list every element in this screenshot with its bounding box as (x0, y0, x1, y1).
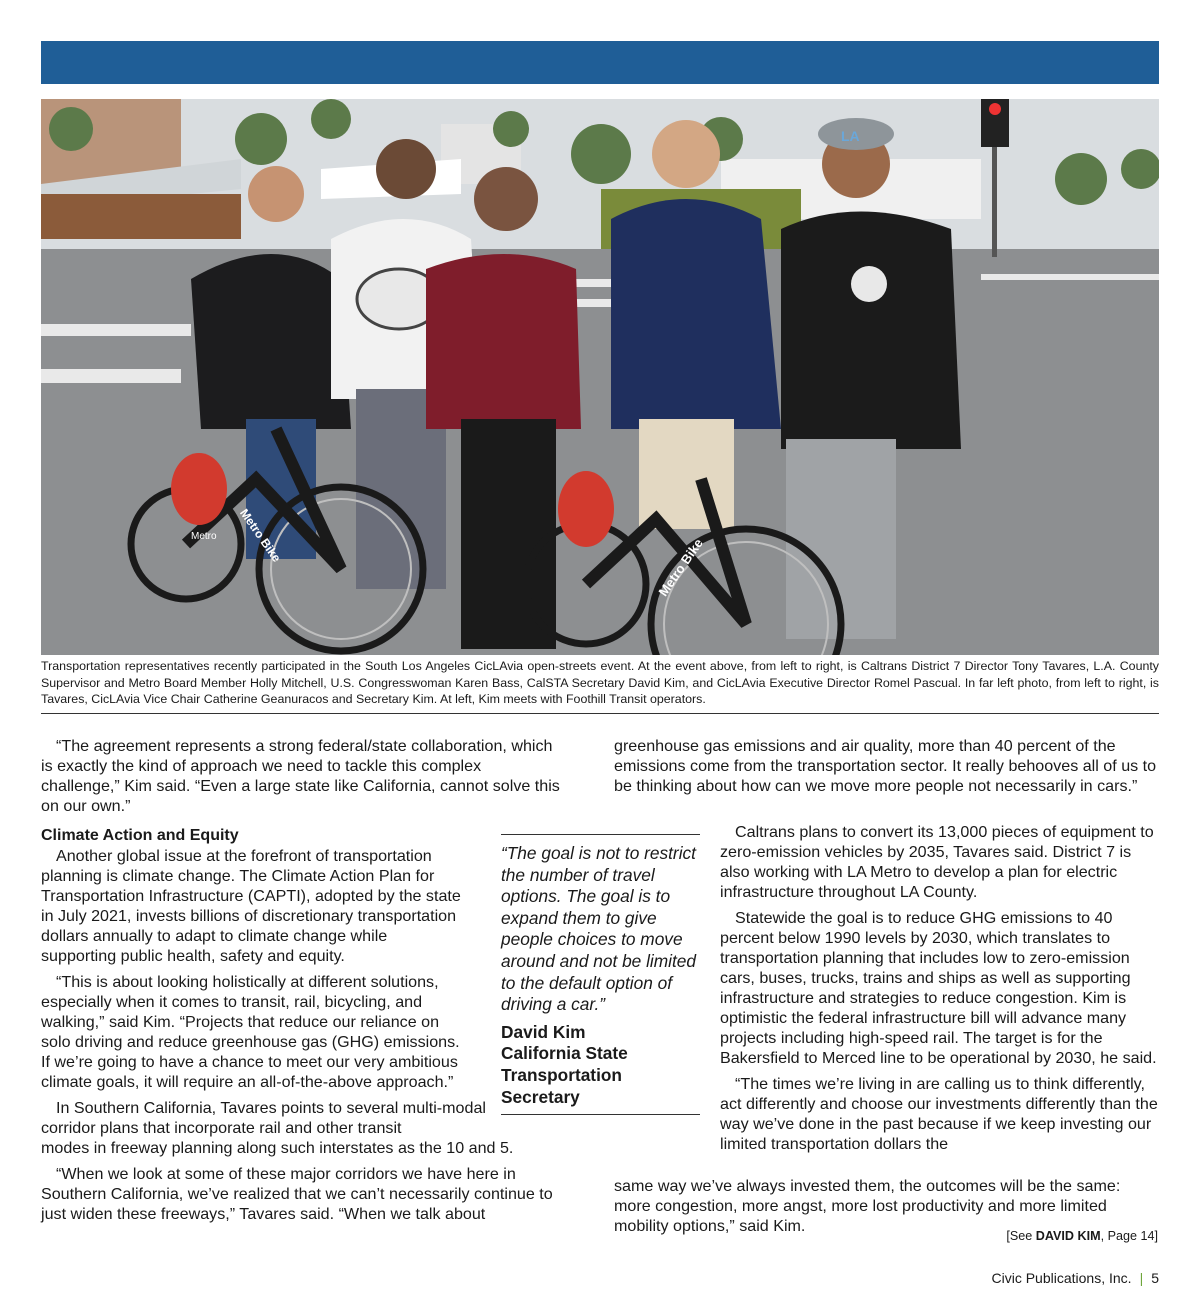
bike-logo-1: Metro (191, 531, 217, 542)
photo-caption: Transportation representatives recently participated in the South Los Angeles CicLAvia open-streets event. At the event above, from left to right, is Caltrans District 7 Director Tony Tavares, L.A. County Supervisor and Metro Board Member Holly Mitchell, U.S. Congresswoman Karen Bass, CalSTA Secretary David Kim, and CicLAvia Executive Director Romel Pascual. In far left photo, from left to right, is Tavares, CicLAvia Vice Chair Catherine Geanuracos and Secretary Kim. At left, Kim meets with Foothill Transit operators. (41, 659, 1159, 707)
attribution-title-line: California State (501, 1043, 628, 1064)
pull-quote (501, 834, 700, 1115)
pull-quote-bottom-rule (501, 1114, 700, 1115)
continued-reference-name: DAVID KIM (1035, 1229, 1101, 1243)
paragraph-continued: same way we’ve always invested them, the outcomes will be the same: more congestion, more angst, more lost productivity and more limited mobility options,” said Kim. (614, 1177, 1121, 1235)
paragraph: “When we look at some of these major corridors we have here in Southern California, we’ve realized that we can’t necessarily continue to just widen these freeways,” Tavares said. “When we talk about (41, 1165, 553, 1223)
paragraph: Another global issue at the forefront of transportation planning is climate change. The Climate Action Plan for Transportation Infrastructure (CAPTI), adopted by the state in July 2021, invests billions of discretionary transportation dollars annually to adapt to climate change while supporting public health, safety and equity. (41, 847, 461, 965)
publisher-name: Civic Publications, Inc. (991, 1270, 1132, 1286)
caption-divider (41, 713, 1159, 714)
paragraph: Caltrans plans to convert its 13,000 pieces of equipment to zero-emission vehicles by 2035, Tavares said. District 7 is also working with LA Metro to develop a plan for electric infrastructure throughout LA County. (720, 823, 1154, 901)
cap-logo-text: LA (841, 128, 860, 144)
attribution-title-line: Secretary (501, 1086, 580, 1107)
article-column-1 (41, 736, 563, 1230)
paragraph: “The times we’re living in are calling us to think differently, act differently and choose our investments differently than the way we’ve done in the past because if we keep investing our limited transportation dollars the (720, 1075, 1158, 1153)
continued-reference[interactable]: [See DAVID KIM, Page 14] (1006, 1229, 1158, 1243)
pull-quote-text: “The goal is not to restrict the number of travel options. The goal is to expand them to give people choices to move around and not be limited to the default option of driving a car.” (501, 843, 697, 1015)
bike-label-2: Metro Bike (655, 535, 706, 599)
page-number: 5 (1151, 1270, 1159, 1286)
article-column-2-top (614, 736, 1159, 802)
paragraph-continued: modes in freeway planning along such interstates as the 10 and 5. (41, 1139, 514, 1157)
article-column-3 (720, 822, 1160, 1154)
paragraph: “This is about looking holistically at different solutions, especially when it comes to transit, rail, bicycling, and walking,” said Kim. “Projects that reduce our reliance on solo driving and reduce greenhouse gas (GHG) emissions. If we’re going to have a chance to meet our very ambitious climate goals, it will require an all-of-the-above approach.” (41, 973, 460, 1091)
paragraph-continued: greenhouse gas emissions and air quality, more than 40 percent of the emissions come from the transportation sector. It really behooves all of us to be thinking about how can we move more people not necessarily in cars.” (614, 737, 1157, 795)
section-heading: Climate Action and Equity (41, 827, 239, 844)
pull-quote-attribution (501, 1022, 700, 1114)
attribution-title-line: Transportation (501, 1064, 622, 1085)
paragraph: “The agreement represents a strong federal/state collaboration, which is exactly the kind of approach we need to tackle this complex challenge,” Kim said. “Even a large state like California, cannot solve this on our own.” (41, 737, 560, 815)
attribution-name: David Kim (501, 1021, 586, 1042)
paragraph: In Southern California, Tavares points to several multi-modal corridor plans that incorporate rail and other transit (41, 1099, 486, 1137)
page-footer (992, 1270, 1160, 1286)
footer-separator: | (1139, 1270, 1144, 1286)
event-photo (41, 99, 1159, 655)
bike-label-1: Metro Bike (237, 506, 284, 565)
header-banner (41, 41, 1159, 84)
paragraph: Statewide the goal is to reduce GHG emissions to 40 percent below 1990 levels by 2030, which translates to transportation planning that includes low to zero-emission cars, buses, trucks, trains and ships as well as supporting infrastructure and strategies to reduce congestion. Kim is optimistic the federal infrastructure bill will advance many projects including high-speed rail. The target is for the Bakersfield to Merced line to be operational by 2030, he said. (720, 909, 1157, 1067)
